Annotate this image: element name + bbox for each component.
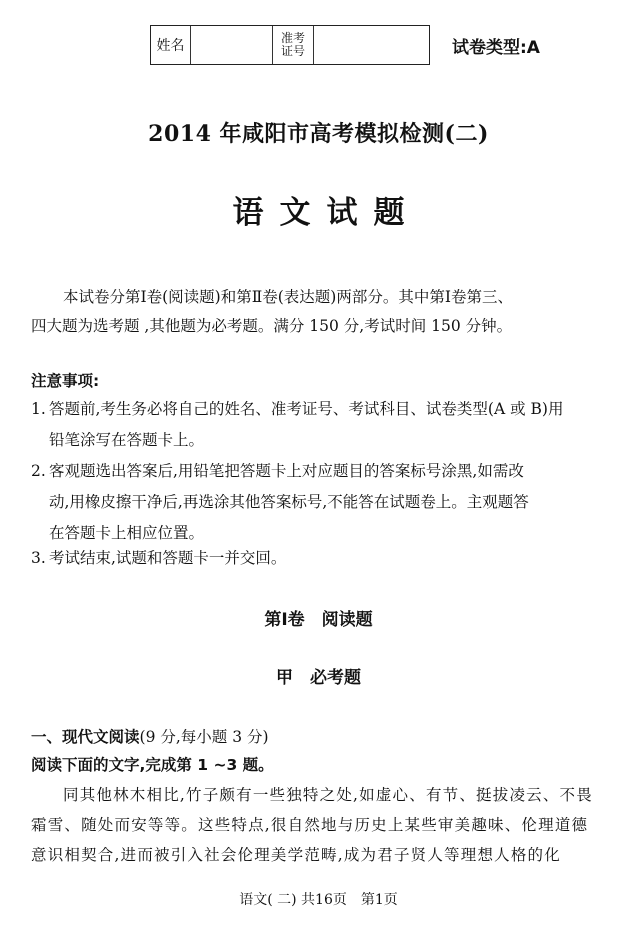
paper-type: 试卷类型:A bbox=[452, 38, 540, 58]
notice-item bbox=[31, 543, 611, 574]
name-label: 姓名 bbox=[151, 26, 191, 64]
notice-item-number: 2. bbox=[31, 462, 46, 480]
notice-item bbox=[31, 456, 611, 549]
question-heading bbox=[31, 725, 269, 747]
notice-item-text-cont: 在答题卡上相应位置。 bbox=[49, 524, 205, 542]
passage-line-3: 意识相契合,进而被引入社会伦理美学范畴,成为君子贤人等理想人格的化 bbox=[31, 846, 561, 864]
notice-item-text: 答题前,考生务必将自己的姓名、准考证号、考试科目、试卷类型(A 或 B)用 bbox=[49, 400, 564, 418]
intro-line-2: 四大题为选考题 ,其他题为必考题。满分 150 分,考试时间 150 分钟。 bbox=[31, 317, 513, 335]
exam-title: 2014 年咸阳市高考模拟检测(二) bbox=[148, 121, 489, 147]
reading-passage bbox=[31, 780, 611, 870]
exam-id-field[interactable] bbox=[314, 26, 429, 64]
exam-id-label-line2: 证号 bbox=[280, 44, 305, 58]
notice-item-text: 考试结束,试题和答题卡一并交回。 bbox=[49, 549, 287, 567]
subject-title: 语文试题 bbox=[232, 195, 421, 231]
exam-id-label bbox=[273, 26, 314, 64]
notice-item bbox=[31, 394, 611, 456]
intro-line-1: 本试卷分第Ⅰ卷(阅读题)和第Ⅱ卷(表达题)两部分。其中第Ⅰ卷第三、 bbox=[63, 288, 513, 306]
question-instruction: 阅读下面的文字,完成第 1 ~3 题。 bbox=[31, 756, 274, 774]
notice-item-number: 1. bbox=[31, 400, 46, 418]
part-subheading: 甲 必考题 bbox=[276, 668, 361, 688]
notice-heading: 注意事项: bbox=[31, 372, 100, 390]
notice-item-text-cont: 动,用橡皮擦干净后,再选涂其他答案标号,不能答在试题卷上。主观题答 bbox=[49, 493, 529, 511]
question-score-note: (9 分,每小题 3 分) bbox=[139, 728, 269, 746]
candidate-info-table bbox=[150, 25, 430, 65]
exam-id-label-line1: 准考 bbox=[280, 31, 305, 45]
passage-line-1: 同其他林木相比,竹子颇有一些独特之处,如虚心、有节、挺拔凌云、不畏 bbox=[63, 786, 593, 804]
question-title: 一、现代文阅读 bbox=[31, 728, 140, 746]
notice-item-text: 客观题选出答案后,用铅笔把答题卡上对应题目的答案标号涂黑,如需改 bbox=[49, 462, 524, 480]
notice-item-number: 3. bbox=[31, 549, 46, 567]
part-heading: 第Ⅰ卷 阅读题 bbox=[264, 610, 373, 630]
page-footer: 语文( 二) 共16页 第1页 bbox=[239, 892, 398, 908]
intro-paragraph bbox=[31, 283, 611, 341]
notice-item-text-cont: 铅笔涂写在答题卡上。 bbox=[49, 431, 205, 449]
name-field[interactable] bbox=[191, 26, 273, 64]
passage-line-2: 霜雪、随处而安等等。这些特点,很自然地与历史上某些审美趣味、伦理道德 bbox=[31, 816, 589, 834]
